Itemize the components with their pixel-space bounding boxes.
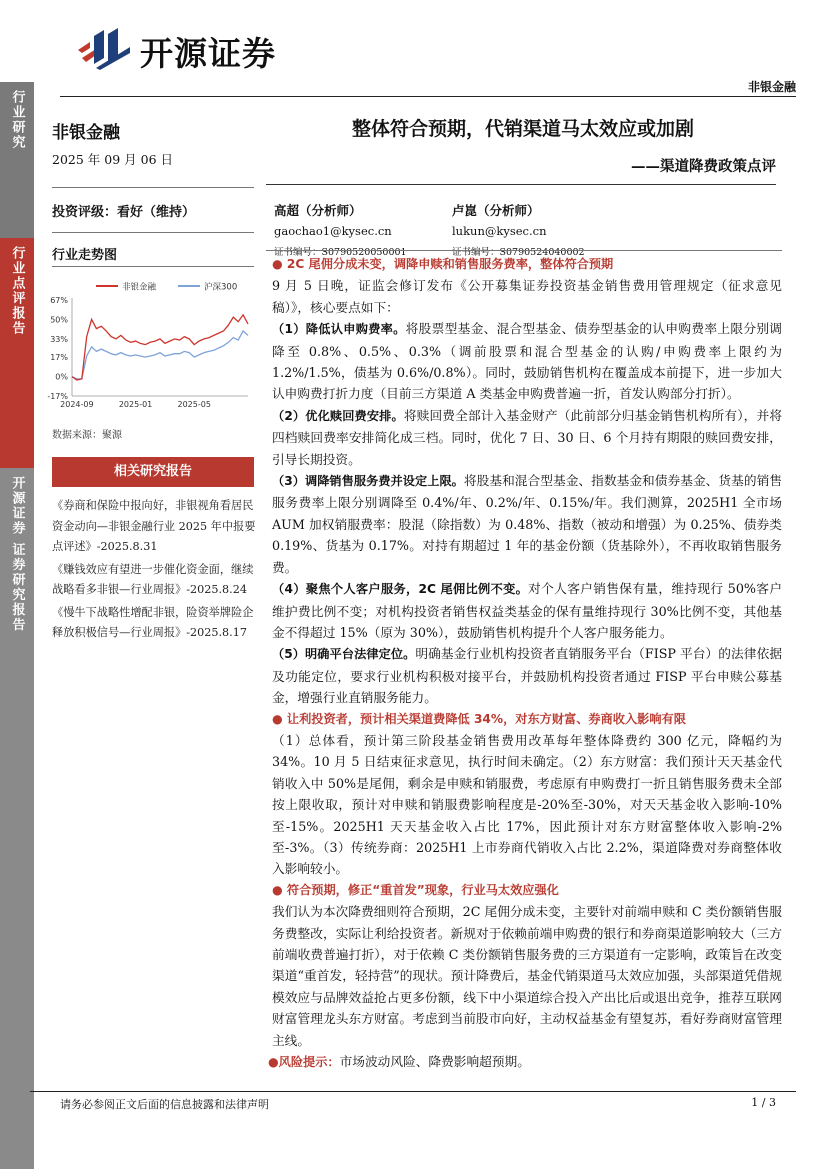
related-report-item[interactable]: 《赚钱效应有望进一步催化资金面，继续战略看多非银—行业周报》-2025.8.24 [52, 562, 254, 596]
related-reports-list [52, 496, 258, 646]
bullet-icon: ● [268, 1055, 279, 1070]
side-band-company: 开源证券 证券研究报告 [0, 468, 34, 1169]
y-tick-label: 50% [50, 315, 68, 325]
report-title: 整体符合预期，代销渠道马太效应或加剧 [351, 118, 694, 140]
x-tick-label: 2024-09 [60, 400, 94, 409]
header-divider [60, 96, 796, 97]
y-tick-label: 33% [50, 334, 68, 344]
analyst-name: 卢崑（分析师） [452, 203, 540, 218]
left-divider [52, 187, 254, 188]
analyst-email[interactable]: lukun@kysec.cn [452, 224, 547, 238]
risk-paragraph: ●风险提示：市场波动风险、降费影响超预期。 [268, 1054, 530, 1070]
left-divider [52, 232, 254, 233]
analyst-divider [266, 250, 782, 251]
sector-title: 非银金融 [52, 123, 120, 143]
title-divider [266, 184, 776, 185]
industry-trend-chart [36, 276, 258, 414]
analyst-name: 高超（分析师） [274, 203, 362, 218]
related-report-item[interactable]: 《券商和保险中报向好，非银视角看居民资金动向—非银金融行业 2025 年中报要点评述》-2025.8.31 [52, 499, 256, 553]
analyst-cert: 证书编号：S0790524040002 [452, 247, 585, 258]
chart-source: 数据来源：聚源 [52, 430, 122, 441]
x-tick-label: 2025-01 [118, 400, 153, 409]
brand-logo-icon [76, 28, 132, 70]
header-sector: 非银金融 [747, 80, 796, 94]
bullet-icon: ● [272, 257, 283, 271]
legend-label: 非银金融 [122, 282, 157, 293]
brand-name: 开源证券 [140, 34, 276, 73]
footer-disclaimer: 请务必参阅正文后面的信息披露和法律声明 [60, 1098, 269, 1111]
page-number: 1 / 3 [751, 1096, 776, 1109]
section-heading: ● 符合预期，修正“重首发”现象，行业马太效应强化 [272, 882, 559, 897]
investment-rating: 投资评级：看好（维持） [52, 205, 196, 220]
y-tick-label: -17% [47, 392, 68, 401]
section-heading: ● 2C 尾佣分成未变，调降申赎和销售服务费率，整体符合预期 [272, 257, 614, 271]
report-subtitle: ——渠道降费政策点评 [631, 158, 776, 175]
analyst-cert: 证书编号：S0790520050001 [274, 247, 407, 258]
paragraph: （5）明确平台法律定位。明确基金行业机构投资者直销服务平台（FISP 平台）的法律依据及功能定位，要求行业机构积极对接平台，并鼓励机构投资者通过 FISP 平台申赎公募基金，增强行业直销服务能力。 [272, 646, 783, 706]
y-tick-label: 17% [50, 353, 68, 363]
related-report-item[interactable]: 《慢牛下战略性增配非银，险资举牌险企释放积极信号—行业周报》-2025.8.17 [52, 605, 254, 639]
trend-title: 行业走势图 [52, 248, 118, 263]
bullet-icon: ● [272, 711, 283, 726]
left-divider [52, 266, 254, 267]
report-date: 2025 年 09 月 06 日 [52, 152, 173, 167]
paragraph: （2）优化赎回费安排。将赎回费全部计入基金财产（此前部分归基金销售机构所有），并将四档赎回费率安排简化成三档。同时，优化 7 日、30 日、6 个月持有期限的赎回费安排，引导长期投资。 [272, 407, 783, 467]
paragraph: 我们认为本次降费细则符合预期，2C 尾佣分成未变，主要针对前端申赎和 C 类份额销售服务费整改，实际让利给投资者。新规对于依赖前端申购费的银行和券商渠道影响较大（三方前端收费普遍打折），对于依赖 C 类份额销售服务费的三方渠道有一定影响，政策旨在改变渠道“重首发，轻持营”的现状。预计降费后，基金代销渠道马太效应加强，头部渠道凭借规模效应与品牌效益抢占更多份额，线下中小渠道综合投入产出比后或退出竞争，推荐互联网财富管理龙头东方财富。考虑到当前股市向好，主动权益基金有望复苏，看好券商财富管理主线。 [272, 904, 782, 1048]
paragraph: 9 月 5 日晚，证监会修订发布《公开募集证券投资基金销售费用管理规定（征求意见稿）》，核心要点如下： [272, 278, 782, 315]
side-band-report-type: 行业点评报告 [0, 238, 34, 468]
paragraph: （1）降低认申购费率。将股票型基金、混合型基金、债券型基金的认申购费率上限分别调降至 0.8%、0.5%、0.3%（调前股票和混合型基金的认购/申购费率上限约为 1.2%/1.5%，债基为 0.6%/0.8%）。同时，鼓励销售机构在覆盖成本前提下，进一步加大认申购费打折力度（目前三方渠道 A 类基金申购费普遍一折，首发认购部分打折）。 [272, 321, 782, 402]
side-band-research: 行业研究 [0, 82, 34, 238]
paragraph: （1）总体看，预计第三阶段基金销售费用改革每年整体降费约 300 亿元，降幅约为 34%。10 月 5 日结束征求意见，执行时间未确定。（2）东方财富：我们预计天天基金代销收入中 50%是尾佣，剩余是申赎和销服费，考虑原有申购费打一折且销售服务费未全部按上限收取，预计对申赎和销服费影响程度是-20%至-30%，对天天基金收入影响-10%至-15%。2025H1 天天基金收入占比 17%，因此预计对东方财富整体收入影响-2%至-3%。（3）传统券商：2025H1 上市券商代销收入占比 2.2%，渠道降费对券商整体收入影响较小。 [272, 732, 782, 877]
legend-label: 沪深300 [204, 282, 238, 293]
x-tick-label: 2025-05 [177, 400, 211, 409]
related-reports-title: 相关研究报告 [52, 457, 254, 487]
y-tick-label: 67% [50, 296, 68, 305]
series-line [72, 331, 248, 379]
y-tick-label: 0% [55, 372, 68, 382]
analyst-email[interactable]: gaochao1@kysec.cn [274, 224, 392, 238]
paragraph: （3）调降销售服务费并设定上限。将股基和混合型基金、指数基金和债券基金、货基的销售服务费率上限分别调降至 0.4%/年、0.2%/年、0.15%/年。我们测算，2025H1 全市场 AUM 加权销服费率：股混（除指数）为 0.48%、指数（被动和增强）为 0.25%、债券类 0.19%、货基为 0.17%。对持有期超过 1 年的基金份额（货基除外），不再收取销售服务费。 [272, 473, 783, 575]
section-heading: ● 让利投资者，预计相关渠道费降低 34%，对东方财富、券商收入影响有限 [272, 711, 686, 726]
report-body [268, 254, 783, 1073]
paragraph: （4）聚焦个人客户服务，2C 尾佣比例不变。对个人客户销售保有量，维持现行 50%客户维护费比例不变；对机构投资者销售权益类基金的保有量维持现行 30%比例不变，其他基金不得超过 15%（原为 30%），鼓励销售机构提升个人客户服务能力。 [272, 581, 783, 640]
series-line [72, 315, 248, 380]
bullet-icon: ● [272, 882, 283, 897]
footer-divider [30, 1091, 796, 1092]
